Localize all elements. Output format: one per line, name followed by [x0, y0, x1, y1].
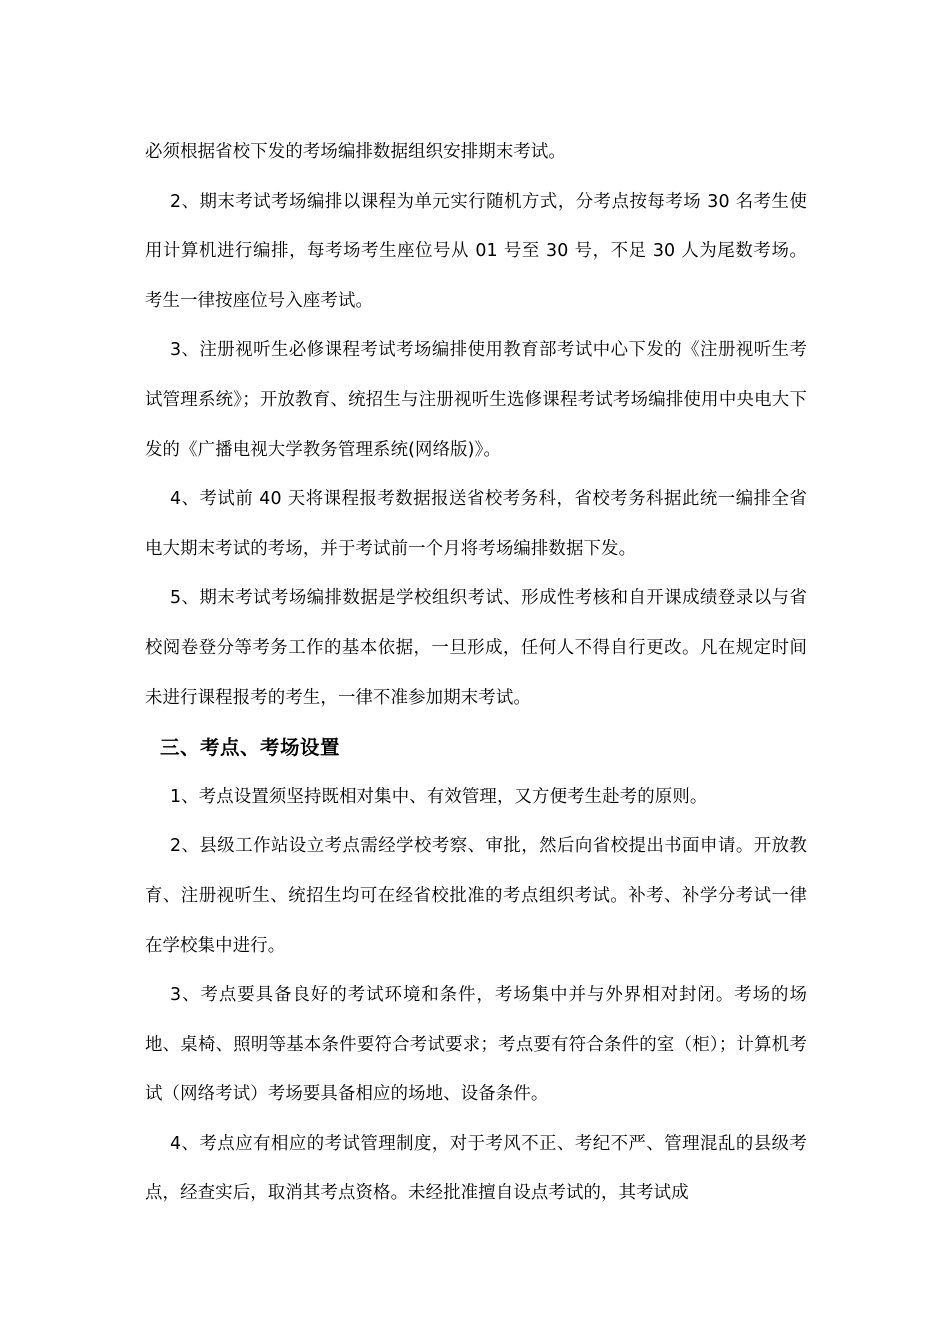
paragraph-item-2: 2、期末考试考场编排以课程为单元实行随机方式，分考点按每考场 30 名考生使用计算机进行编排，每考场考生座位号从 01 号至 30 号，不足 30 人为尾数考场。考生一律按座位号入座考试。 — [145, 191, 807, 311]
paragraph-item-5: 5、期末考试考场编排数据是学校组织考试、形成性考核和自开课成绩登录以与省校阅卷登分等考务工作的基本依据，一旦形成，任何人不得自行更改。凡在规定时间未进行课程报考的考生，一律不准参加期末考试。 — [145, 588, 807, 708]
section-paragraph-1: 1、考点设置须坚持既相对集中、有效管理，又方便考生赴考的原则。 — [170, 786, 708, 807]
section-paragraph-2: 2、县级工作站设立考点需经学校考察、审批，然后向省校提出书面申请。开放教育、注册视听生、统招生均可在经省校批准的考点组织考试。补考、补学分考试一律在学校集中进行。 — [145, 836, 807, 956]
section-paragraph-4: 4、考点应有相应的考试管理制度，对于考风不正、考纪不严、管理混乱的县级考点，经查实后，取消其考点资格。未经批准擅自设点考试的，其考试成 — [145, 1133, 807, 1204]
section-heading: 三、考点、考场设置 — [160, 736, 341, 760]
document-page — [145, 128, 807, 1219]
paragraph-item-3: 3、注册视听生必修课程考试考场编排使用教育部考试中心下发的《注册视听生考试管理系统》；开放教育、统招生与注册视听生选修课程考试考场编排使用中央电大下发的《广播电视大学教务管理系统(网络版)》。 — [145, 340, 807, 460]
paragraph-continuation: 必须根据省校下发的考场编排数据组织安排期末考试。 — [145, 142, 566, 162]
paragraph-item-4: 4、考试前 40 天将课程报考数据报送省校考务科，省校考务科据此统一编排全省电大期末考试的考场，并于考试前一个月将考场编排数据下发。 — [145, 489, 807, 559]
section-paragraph-3: 3、考点要具备良好的考试环境和条件，考场集中并与外界相对封闭。考场的场地、桌椅、照明等基本条件要符合考试要求；考点要有符合条件的室（柜）；计算机考试（网络考试）考场要具备相应的场地、设备条件。 — [145, 985, 807, 1105]
